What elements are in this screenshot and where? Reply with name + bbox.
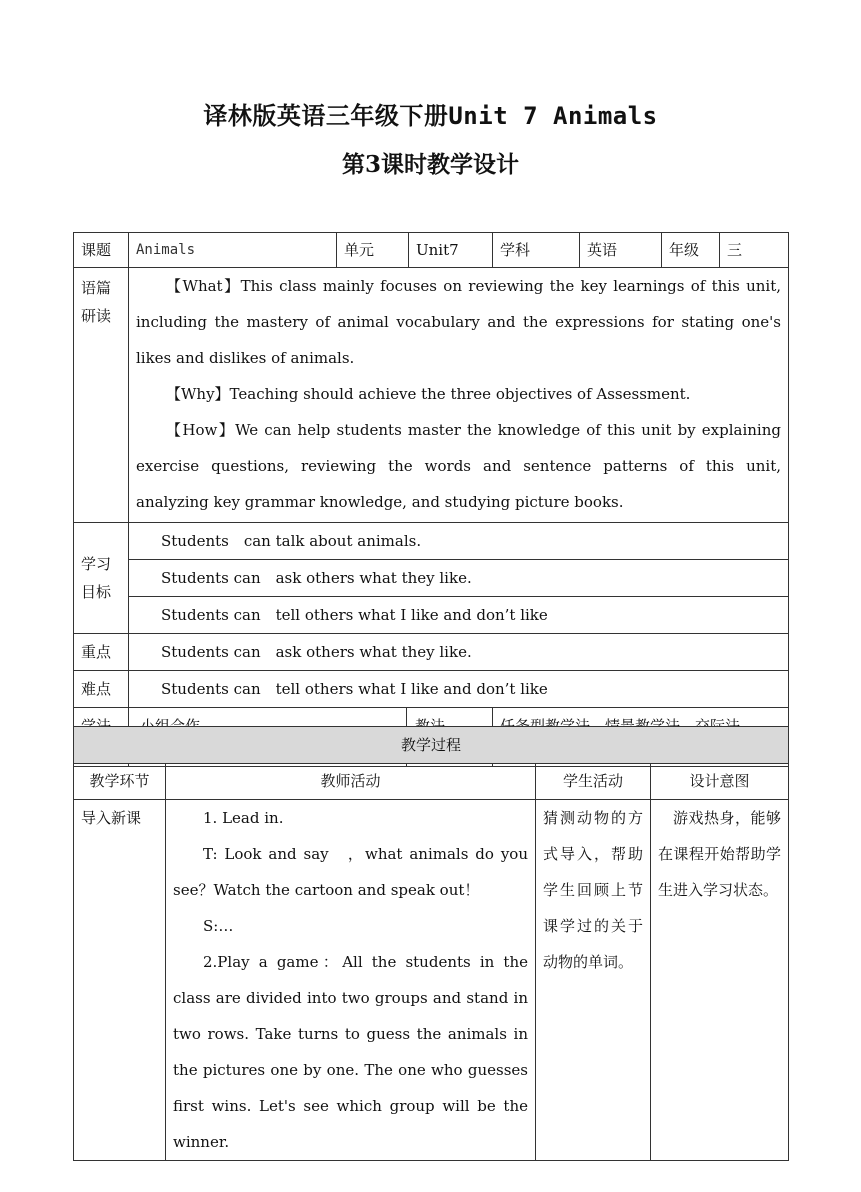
reading-what: 【What】This class mainly focuses on reviewing the key learnings of this unit, including the mastery of animal vocabulary and the expressions for stating one's likes and dislikes of animals. <box>136 277 781 367</box>
topic-label: 课题 <box>74 233 129 268</box>
goal-row-3 <box>74 597 789 634</box>
teacher-step: T: Look and say ，what animals do you see？Watch the cartoon and speak out！ <box>173 845 528 899</box>
difficulty-row <box>74 671 789 708</box>
header-student: 学生活动 <box>536 764 651 800</box>
process-header-row <box>74 764 789 800</box>
reading-how: 【How】We can help students master the knowledge of this unit by explaining exercise questions, reviewing the words and sentence patterns of this unit, analyzing key grammar knowledge, and studying picture books. <box>136 421 781 511</box>
teacher-step: 1. Lead in. <box>203 809 284 827</box>
stage-cell: 导入新课 <box>74 800 166 1161</box>
key-point-value: Students can ask others what they like. <box>129 634 789 671</box>
teacher-activity-cell <box>166 800 536 1161</box>
process-section-title: 教学过程 <box>74 727 789 764</box>
subject-value: 英语 <box>580 233 662 268</box>
document-title <box>0 96 861 131</box>
grade-label: 年级 <box>662 233 720 268</box>
difficulty-value: Students can tell others what I like and don’t like <box>129 671 789 708</box>
reading-label: 语篇研读 <box>74 268 129 523</box>
header-stage: 教学环节 <box>74 764 166 800</box>
reading-row <box>74 268 789 523</box>
goal-item: Students can talk about animals. <box>129 523 789 560</box>
goal-row-1 <box>74 523 789 560</box>
key-point-row <box>74 634 789 671</box>
grade-value: 三 <box>720 233 789 268</box>
teacher-step: 2.Play a game：All the students in the class are divided into two groups and stand in two rows. Take turns to guess the animals in the pictures one by one. The one who guesses first wins. Let's see which group will be the winner. <box>173 953 528 1151</box>
process-row <box>74 800 789 1161</box>
goal-item: Students can ask others what they like. <box>129 560 789 597</box>
teaching-process-table <box>73 726 789 1161</box>
topic-value: Animals <box>129 233 337 268</box>
info-row <box>74 233 789 268</box>
title-english: Unit 7 Animals <box>448 102 658 130</box>
header-intent: 设计意图 <box>651 764 789 800</box>
unit-label: 单元 <box>337 233 409 268</box>
goal-item: Students can tell others what I like and don’t like <box>129 597 789 634</box>
difficulty-label: 难点 <box>74 671 129 708</box>
key-point-label: 重点 <box>74 634 129 671</box>
title-chinese: 译林版英语三年级下册 <box>203 101 449 130</box>
design-intent-cell: 游戏热身，能够在课程开始帮助学生进入学习状态。 <box>651 800 789 1161</box>
unit-value: Unit7 <box>409 233 493 268</box>
goals-label: 学习目标 <box>74 523 129 634</box>
goal-row-2 <box>74 560 789 597</box>
reading-content <box>129 268 789 523</box>
reading-why: 【Why】Teaching should achieve the three objectives of Assessment. <box>166 385 691 403</box>
header-teacher: 教师活动 <box>166 764 536 800</box>
document-subtitle: 第3课时教学设计 <box>341 151 519 178</box>
student-activity-cell: 猜测动物的方式导入，帮助学生回顾上节课学过的关于动物的单词。 <box>536 800 651 1161</box>
subject-label: 学科 <box>493 233 580 268</box>
lesson-info-table <box>73 232 789 767</box>
process-section-row <box>74 727 789 764</box>
teacher-step: S:… <box>203 917 234 935</box>
